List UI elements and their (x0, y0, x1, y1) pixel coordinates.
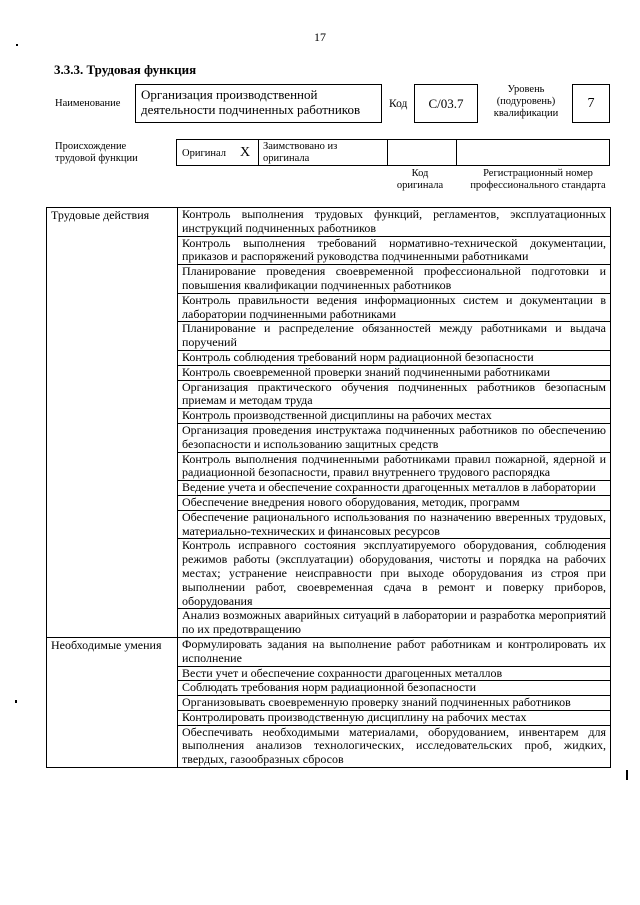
list-item: Контроль выполнения подчиненными работниками правил пожарной, ядерной и радиационной безопасности, правил внутреннего трудового распорядка (178, 452, 611, 481)
list-item: Организация проведения инструктажа подчиненных работников по обеспечению безопасности и использованию защитных средств (178, 423, 611, 452)
origin-label: Происхождение трудовой функции (55, 141, 138, 164)
list-item: Контроль выполнения трудовых функций, регламентов, эксплуатационных инструкций подчиненных работников (178, 208, 611, 237)
section-header: Трудовые действия (47, 208, 178, 638)
list-item: Формулировать задания на выполнение работ работникам и контролировать их исполнение (178, 637, 611, 666)
list-item: Обеспечение рационального использования по назначению вверенных трудовых, материально-технических и финансовых ресурсов (178, 510, 611, 539)
list-item: Анализ возможных аварийных ситуаций в лаборатории и разработка мероприятий по их предотвращению (178, 609, 611, 638)
level-label: Уровень (подуровень) квалификации (493, 84, 559, 119)
section-title: 3.3.3. Трудовая функция (54, 62, 197, 77)
scan-dot (15, 700, 17, 703)
scan-dot (626, 770, 628, 780)
list-item: Обеспечивать необходимыми материалами, оборудованием, инвентарем для выполнения анализов технологических, исследовательских проб, жидких, твердых, газообразных сбросов (178, 725, 611, 767)
code-label: Код (389, 98, 408, 110)
list-item: Контролировать производственную дисциплину на рабочих местах (178, 710, 611, 725)
list-item: Организация практического обучения подчиненных работников безопасным приемам и методам труда (178, 380, 611, 409)
list-item: Вести учет и обеспечение сохранности драгоценных металлов (178, 666, 611, 681)
list-item: Контроль своевременной проверки знаний подчиненными работниками (178, 365, 611, 380)
name-label: Наименование (55, 98, 121, 109)
code-original-caption: Код оригинала (396, 168, 444, 191)
list-item: Контроль правильности ведения информационных систем и документации в лаборатории подчиненными работниками (178, 293, 611, 322)
list-item: Ведение учета и обеспечение сохранности драгоценных металлов в лаборатории (178, 481, 611, 496)
table-row (47, 637, 611, 666)
list-item: Планирование и распределение обязанностей между работниками и выдача поручений (178, 322, 611, 351)
code-value: C/03.7 (414, 84, 478, 123)
function-table (46, 207, 611, 768)
list-item: Контроль исправного состояния эксплуатируемого оборудования, соблюдения режимов работы (эксплуатации) оборудования, чистоты и порядка на рабочих местах; устранение неисправности при выходе оборудования из строя при выполнении работ, своевременная сдача в ремонт и поверку приборов, оборудования (178, 539, 611, 609)
function-name-box (135, 84, 382, 123)
page-number: 17 (314, 30, 326, 44)
table-row (47, 208, 611, 237)
list-item: Планирование проведения своевременной профессиональной подготовки и повышения квалификации подчиненных работников (178, 265, 611, 294)
function-name: Организация производственной деятельности подчиненных работников (141, 87, 361, 117)
original-label: Оригинал (182, 148, 226, 159)
registration-number-caption: Регистрационный номер профессионального стандарта (470, 168, 606, 191)
list-item: Соблюдать требования норм радиационной безопасности (178, 681, 611, 696)
scan-dot (16, 44, 18, 46)
list-item: Контроль соблюдения требований норм радиационной безопасности (178, 350, 611, 365)
original-mark: X (240, 145, 251, 160)
borrowed-label: Заимствовано из оригинала (263, 141, 338, 164)
list-item: Контроль выполнения требований нормативно-технической документации, приказов и распоряжений руководства подчиненными работниками (178, 236, 611, 265)
list-item: Организовывать своевременную проверку знаний подчиненных работников (178, 696, 611, 711)
list-item: Контроль производственной дисциплины на рабочих местах (178, 409, 611, 424)
list-item: Обеспечение внедрения нового оборудования, методик, программ (178, 495, 611, 510)
level-value: 7 (572, 84, 610, 123)
section-header: Необходимые умения (47, 637, 178, 767)
